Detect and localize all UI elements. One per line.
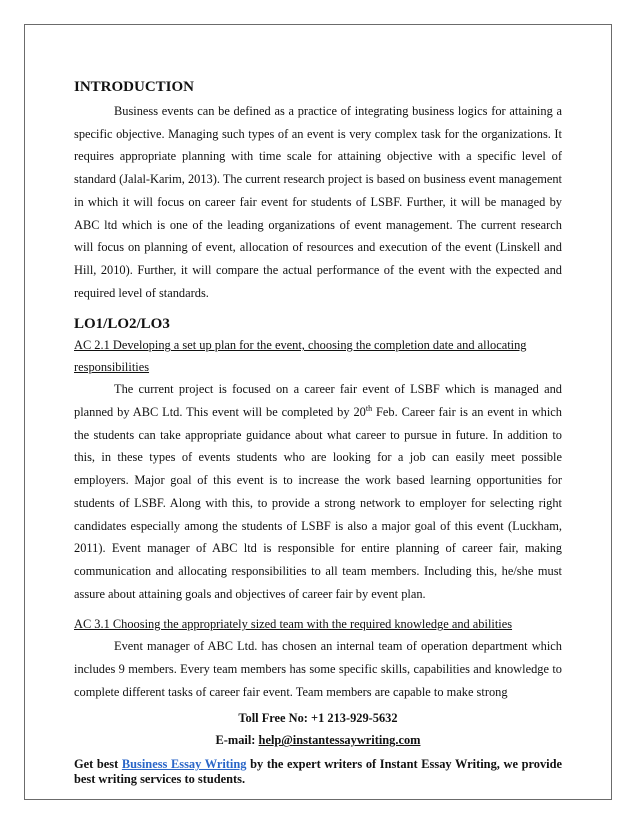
email-link[interactable]: help@instantessaywriting.com <box>258 733 421 748</box>
promo-suffix: by the expert writers of Instant Essay Writing, we provide best writing services to students. <box>74 757 562 787</box>
business-essay-writing-link[interactable]: Business Essay Writing <box>121 757 247 772</box>
ac31-title: AC 3.1 Choosing the appropriately sized team with the required knowledge and abilities <box>74 617 513 632</box>
document-content <box>74 60 562 787</box>
introduction-paragraph: Business events can be defined as a practice of integrating business logics for attaining a specific objective. Managing such types of an event is very complex task for the organizations. It requires appropriate planning with time scale for attaining objective with a specific level of standard (Jalal-Karim, 2013). The current research project is based on business event management in which it will focus on career fair event for students of LSBF. Further, it will be managed by ABC ltd which is one of the leading organizations of event management. The current research will focus on planning of event, allocation of resources and execution of the event (Linskell and Hill, 2010). Further, it will compare the actual performance of the event with the expected and required level of standards. <box>74 104 562 300</box>
ac21-paragraph <box>74 378 562 605</box>
lo-heading: LO1/LO2/LO3 <box>74 316 170 333</box>
email-label: E-mail: <box>215 733 259 748</box>
ac21-superscript: th <box>365 403 373 413</box>
promo-text <box>74 757 562 787</box>
ac21-text-part1: The current project is focused on a career fair event of LSBF which is managed and planned by ABC Ltd. This event will be completed by 20 <box>74 382 562 420</box>
email-line <box>74 729 562 751</box>
promo-prefix: Get best <box>74 757 122 772</box>
toll-free-number: Toll Free No: +1 213-929-5632 <box>238 711 398 726</box>
ac21-text-part2: Feb. Career fair is an event in which the students can take appropriate guidance about what career to pursue in future. In addition to this, in these types of events students who are looking for a job can easily meet possible employers. Major goal of this event is to increase the work based learning opportunities for students of LSBF. Along with this, to provide a strong network to employer for selecting right candidates especially among the students of LSBF is also a major goal of this event (Luckham, 2011). Event manager of ABC ltd is responsible for entire planning of career fair, making communication and allocating responsibilities to all team members. Including this, he/she must assure about attaining goals and objectives of career fair by event plan. <box>74 405 562 601</box>
ac21-title: AC 2.1 Developing a set up plan for the event, choosing the completion date and allocating responsibilities <box>74 338 527 375</box>
ac31-paragraph: Event manager of ABC Ltd. has chosen an internal team of operation department which includes 9 members. Every team members has some specific skills, capabilities and knowledge to complete different tasks of career fair event. Team members are capable to make strong <box>74 639 562 699</box>
introduction-heading: INTRODUCTION <box>74 79 195 95</box>
